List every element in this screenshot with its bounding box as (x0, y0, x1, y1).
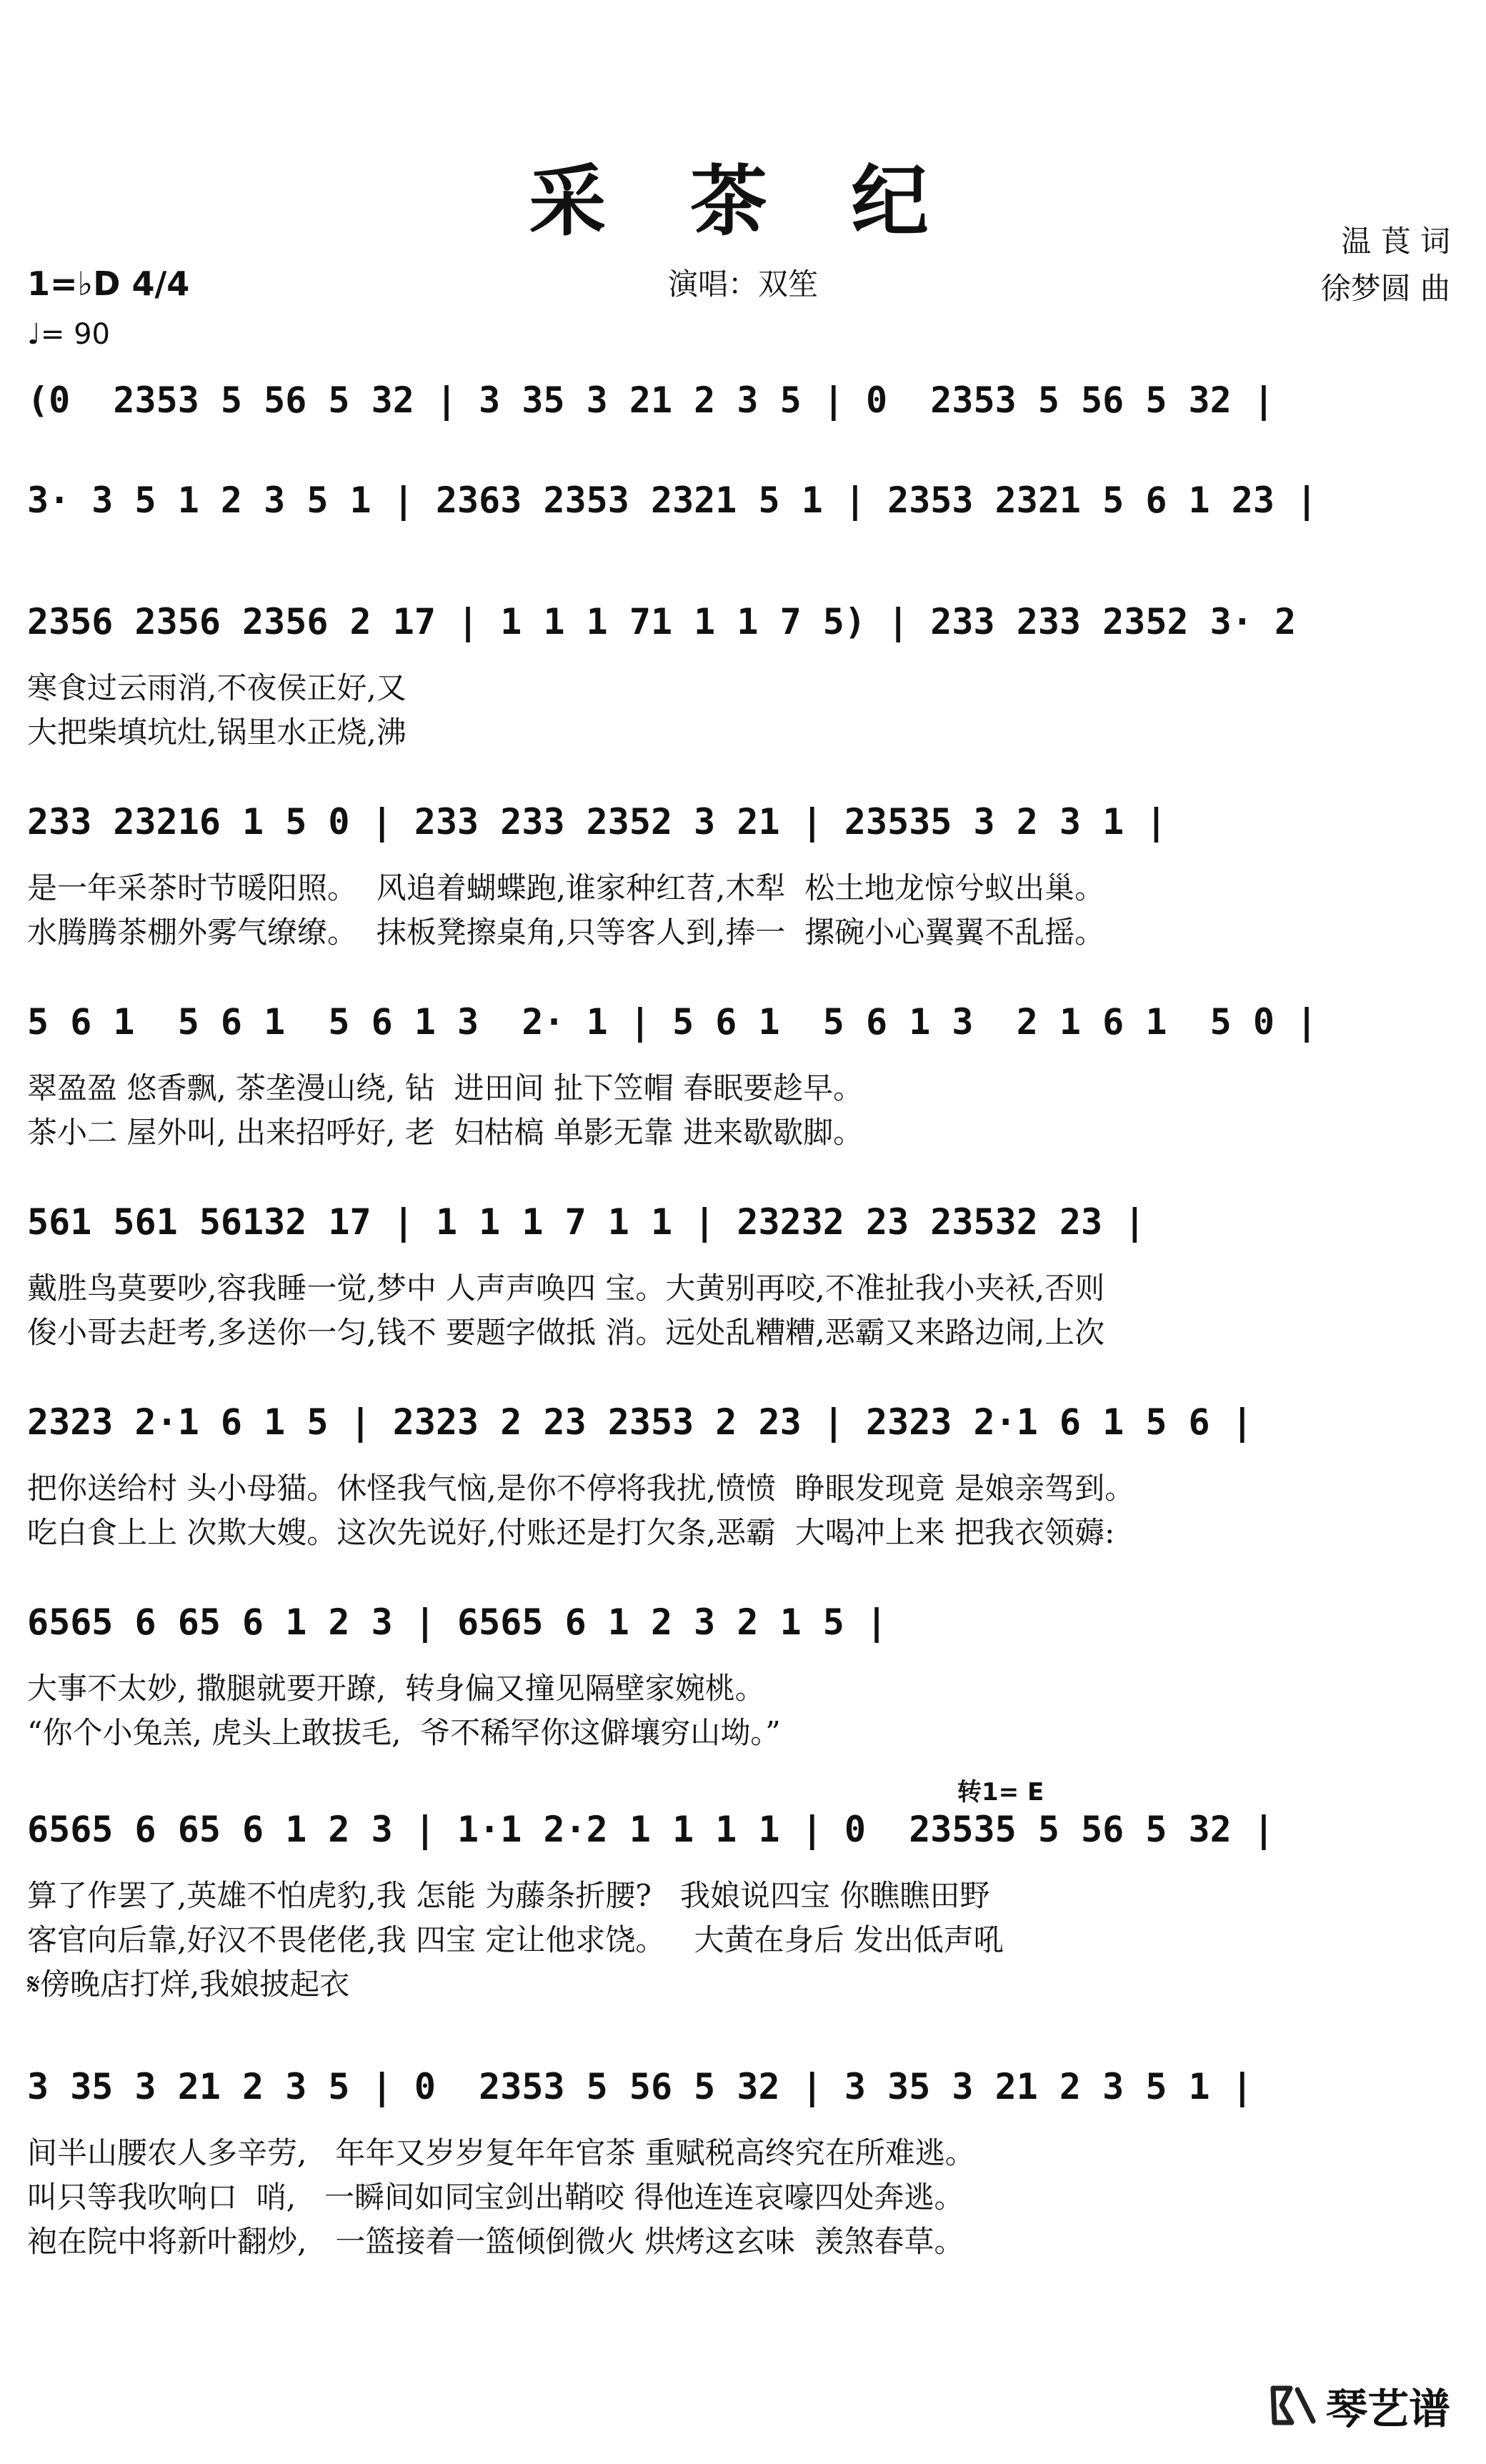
notation-line: 233 23216 1 5 0 | 233 233 2352 3 21 | 23535 3 2 3 1 | (27, 801, 1167, 843)
tempo-marking: ♩= 90 (27, 318, 110, 351)
lyric-line: 水腾腾茶棚外雾气缭缭。 抹板凳擦桌角,只等客人到,捧一 摞碗小心翼翼不乱摇。 (27, 915, 1105, 950)
notation-line: 2323 2·1 6 1 5 | 2323 2 23 2353 2 23 | 2323 2·1 6 1 5 6 | (27, 1401, 1253, 1443)
lyric-line: 袍在院中将新叶翻炒, 一篮接着一篮倾倒微火 烘烤这玄味 羡煞春草。 (27, 2224, 964, 2259)
lyric-line: 吃白食上上 次欺大嫂。这次先说好,付账还是打欠条,恶霸 大喝冲上来 把我衣领薅: (27, 1515, 1115, 1550)
lyric-line: “你个小兔羔, 虎头上敢拔毛, 爷不稀罕你这僻壤穷山坳。” (27, 1715, 781, 1750)
lyric-line: 茶小二 屋外叫, 出来招呼好, 老 妇枯槁 单影无靠 进来歇歇脚。 (27, 1115, 864, 1150)
notation-line: 5 6 1 5 6 1 5 6 1 3 2· 1 | 5 6 1 5 6 1 3 2 1 6 1 5 0 | (27, 1001, 1318, 1043)
logo-mark-icon (1269, 2383, 1319, 2428)
song-title: 采 茶 纪 (529, 157, 957, 247)
composer: 徐梦圆 曲 (1320, 271, 1450, 306)
lyric-line: 大把柴填坑灶,锅里水正烧,沸 (27, 715, 407, 750)
key-signature: 1=♭D 4/4 (27, 264, 190, 303)
lyric-line: 算了作罢了,英雄不怕虎豹,我 怎能 为藤条折腰? 我娘说四宝 你瞧瞧田野 (27, 1878, 990, 1913)
lyric-line: 间半山腰农人多辛劳, 年年又岁岁复年年官茶 重赋税高终究在所难逃。 (27, 2135, 975, 2170)
notation-line: 561 561 56132 17 | 1 1 1 7 1 1 | 23232 23 23532 23 | (27, 1201, 1146, 1243)
logo (1269, 2375, 1450, 2435)
lyric-line: 大事不太妙, 撒腿就要开蹽, 转身偏又撞见隔壁家婉桃。 (27, 1671, 765, 1706)
lyric-line: 是一年采茶时节暖阳照。 风追着蝴蝶跑,谁家种红苕,木犁 松土地龙惊兮蚁出巢。 (27, 870, 1105, 905)
notation-line: 3· 3 5 1 2 3 5 1 | 2363 2353 2321 5 1 | 2353 2321 5 6 1 23 | (27, 480, 1318, 521)
notation-line: 2356 2356 2356 2 17 | 1 1 1 71 1 1 7 5) | 233 233 2352 3· 2 (27, 601, 1297, 642)
modulation-marking: 转1= E (957, 1778, 1044, 1807)
logo-text: 琴艺谱 (1325, 2385, 1450, 2433)
lyric-line: 翠盈盈 悠香飘, 茶垄漫山绕, 钻 进田间 扯下笠帽 春眠要趁早。 (27, 1070, 864, 1106)
lyric-line: 戴胜鸟莫要吵,容我睡一觉,梦中 人声声唤四 宝。大黄别再咬,不准扯我小夹袄,否则 (27, 1271, 1105, 1306)
lyric-line: 𝄋傍晚店打烊,我娘披起衣 (27, 1967, 350, 2002)
lyricist: 温 莨 词 (1341, 224, 1450, 259)
notation-line: (0 2353 5 56 5 32 | 3 35 3 21 2 3 5 | 0 2353 5 56 5 32 | (27, 379, 1275, 421)
lyric-line: 客官向后靠,好汉不畏佬佬,我 四宝 定让他求饶。 大黄在身后 发出低声吼 (27, 1922, 1004, 1957)
lyric-line: 叫只等我吹响口 哨, 一瞬间如同宝剑出鞘咬 得他连连哀嚎四处奔逃。 (27, 2180, 964, 2215)
notation-line: 6565 6 65 6 1 2 3 | 6565 6 1 2 3 2 1 5 | (27, 1601, 888, 1643)
singer: 演唱：双笙 (667, 267, 818, 302)
lyric-line: 寒食过云雨消,不夜侯正好,又 (27, 670, 407, 705)
notation-line: 3 35 3 21 2 3 5 | 0 2353 5 56 5 32 | 3 35 3 21 2 3 5 1 | (27, 2066, 1253, 2107)
notation-line: 6565 6 65 6 1 2 3 | 1·1 2·2 1 1 1 1 | 0 23535 5 56 5 32 | (27, 1809, 1275, 1850)
lyric-line: 俊小哥去赶考,多送你一匀,钱不 要题字做抵 消。远处乱糟糟,恶霸又来路边闹,上次 (27, 1315, 1105, 1350)
lyric-line: 把你送给村 头小母猫。休怪我气恼,是你不停将我扰,愤愤 睁眼发现竟 是娘亲驾到。 (27, 1471, 1135, 1506)
